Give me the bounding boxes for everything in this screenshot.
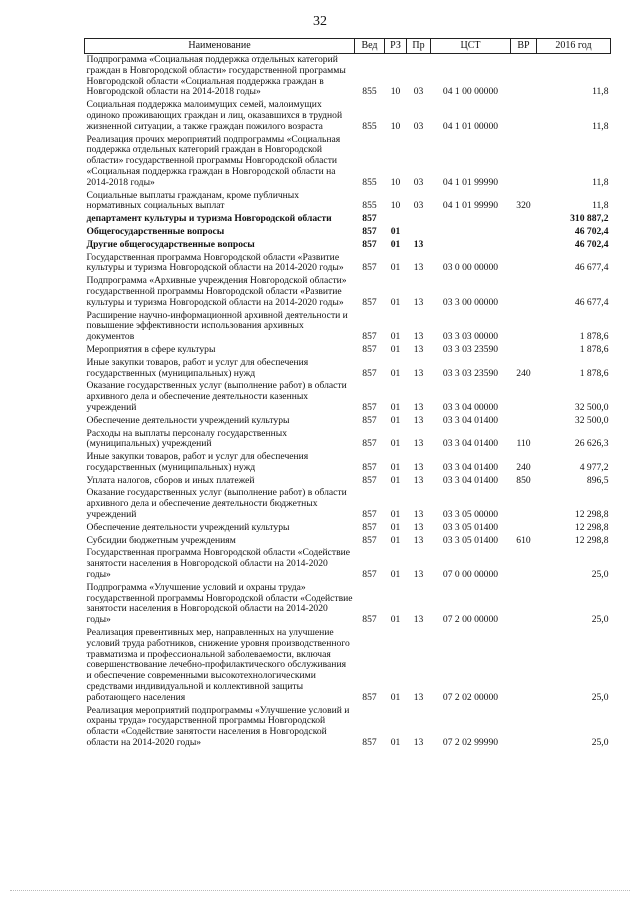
cell-pr: 13 xyxy=(413,343,424,355)
cell-pr: 13 xyxy=(413,521,424,533)
cell-name: Подпрограмма «Улучшение условий и охраны труда» государственной программы Новгородской области «Содействие занятости населения в Новгородской области на 2014-2020 годы» xyxy=(86,581,353,626)
cell-rz: 10 xyxy=(390,176,401,188)
cell-pr: 13 xyxy=(413,691,424,703)
cell-name: Общегосударственные вопросы xyxy=(86,225,225,237)
table-row xyxy=(85,522,611,535)
cell-vr xyxy=(511,134,537,190)
cell-ved: 857 xyxy=(362,509,377,521)
header-vr: ВР xyxy=(511,39,537,54)
cell-vr xyxy=(511,213,537,226)
cell-amount: 11,8 xyxy=(592,200,609,212)
table-row xyxy=(85,705,611,750)
cell-amount: 46 677,4 xyxy=(574,296,609,308)
cell-amount: 4 977,2 xyxy=(579,461,609,473)
cell-ved: 857 xyxy=(362,737,377,749)
cell-rz xyxy=(385,213,407,226)
cell-pr: 13 xyxy=(413,509,424,521)
cell-cst: 04 1 01 99990 xyxy=(442,200,499,212)
cell-vr xyxy=(511,344,537,357)
cell-vr xyxy=(511,522,537,535)
table-row xyxy=(85,275,611,309)
cell-amount: 26 626,3 xyxy=(574,438,609,450)
cell-vr xyxy=(511,99,537,133)
cell-cst: 03 3 04 01400 xyxy=(442,438,499,450)
cell-rz: 01 xyxy=(390,296,401,308)
cell-pr: 03 xyxy=(413,86,424,98)
cell-pr: 13 xyxy=(413,401,424,413)
cell-pr: 13 xyxy=(413,331,424,343)
cell-amount: 11,8 xyxy=(592,176,609,188)
cell-name: Государственная программа Новгородской области «Содействие занятости населения в Новгородской области на 2014-2020 годы» xyxy=(86,547,351,581)
cell-ved: 857 xyxy=(362,474,377,486)
cell-amount: 1 878,6 xyxy=(579,367,609,379)
cell-amount: 1 878,6 xyxy=(579,331,609,343)
cell-pr: 13 xyxy=(413,367,424,379)
cell-vr xyxy=(511,310,537,344)
cell-ved: 857 xyxy=(362,296,377,308)
cell-name: Социальная поддержка малоимущих семей, малоимущих одиноко проживающих граждан и лиц, оказавшихся в трудной жизненной ситуации, а также граждан пожилого возраста xyxy=(86,99,343,132)
cell-cst: 04 1 01 00000 xyxy=(442,120,499,132)
table-row xyxy=(85,357,611,381)
cell-rz: 01 xyxy=(390,225,401,237)
cell-ved: 857 xyxy=(362,213,377,225)
header-year: 2016 год xyxy=(537,39,611,54)
cell-vr xyxy=(511,582,537,627)
cell-pr: 13 xyxy=(413,262,424,274)
cell-cst: 03 3 03 00000 xyxy=(442,331,499,343)
cell-name: Расширение научно-информационной архивной деятельности и повышение эффективности использования архивных документов xyxy=(86,309,348,343)
cell-amount: 1 878,6 xyxy=(579,343,609,355)
cell-rz: 01 xyxy=(390,331,401,343)
cell-vr xyxy=(511,54,537,100)
cell-name: Расходы на выплаты персоналу государственных (муниципальных) учреждений xyxy=(86,427,288,450)
cell-cst: 03 3 05 01400 xyxy=(442,521,499,533)
cell-ved: 855 xyxy=(362,176,377,188)
cell-vr xyxy=(511,275,537,309)
cell-pr: 13 xyxy=(413,534,424,546)
budget-table xyxy=(84,38,611,750)
cell-amount: 25,0 xyxy=(591,569,609,581)
cell-amount: 11,8 xyxy=(592,86,609,98)
table-row xyxy=(85,213,611,226)
cell-name: Мероприятия в сфере культуры xyxy=(86,343,216,355)
page-number: 32 xyxy=(313,14,327,29)
cell-name: Подпрограмма «Архивные учреждения Новгородской области» государственной программы Новгородской области «Развитие культуры и туризма Новгородской области на 2014-2020 годы» xyxy=(86,275,347,308)
cell-rz: 10 xyxy=(390,86,401,98)
cell-pr: 13 xyxy=(413,238,424,250)
cell-cst: 03 3 04 01400 xyxy=(442,461,499,473)
cell-name: Реализация превентивных мер, направленных на улучшение условий труда работников, снижение уровня производственного травматизма и профессиональной заболеваемости, включая совершенствование лечебно-профилактического обслуживания и обеспечение современными высокотехнологическими средствами индивидуальной и коллективной защиты работающего населения xyxy=(86,627,350,703)
cell-vr xyxy=(511,547,537,581)
header-rz: РЗ xyxy=(385,39,407,54)
table-row xyxy=(85,252,611,276)
table-row xyxy=(85,239,611,252)
cell-name: Субсидии бюджетным учреждениям xyxy=(86,534,236,546)
cell-cst: 03 3 05 01400 xyxy=(442,534,499,546)
cell-rz: 01 xyxy=(390,691,401,703)
cell-pr: 13 xyxy=(413,296,424,308)
cell-ved: 857 xyxy=(362,331,377,343)
table-row xyxy=(85,535,611,548)
cell-ved: 857 xyxy=(362,262,377,274)
cell-cst: 07 2 00 00000 xyxy=(442,614,499,626)
cell-name: Уплата налогов, сборов и иных платежей xyxy=(86,474,255,486)
table-row xyxy=(85,99,611,133)
table-row xyxy=(85,547,611,581)
cell-vr xyxy=(511,226,537,239)
cell-amount: 46 702,4 xyxy=(574,238,609,250)
cell-pr: 13 xyxy=(413,438,424,450)
cell-cst: 03 3 04 00000 xyxy=(442,401,499,413)
cell-rz: 01 xyxy=(390,461,401,473)
cell-cst xyxy=(431,239,511,252)
cell-amount: 12 298,8 xyxy=(574,509,609,521)
cell-cst: 03 0 00 00000 xyxy=(442,262,499,274)
cell-name: Социальные выплаты гражданам, кроме публичных нормативных социальных выплат xyxy=(86,189,300,212)
cell-vr xyxy=(511,239,537,252)
cell-amount: 32 500,0 xyxy=(574,414,609,426)
cell-ved: 857 xyxy=(362,691,377,703)
cell-ved: 857 xyxy=(362,238,377,250)
cell-name: Подпрограмма «Социальная поддержка отдельных категорий граждан в Новгородской области» государственной программы Новгородской области «Социальная поддержка граждан в Новгородской области на 2014-2018 годы» xyxy=(86,54,346,98)
cell-name: Обеспечение деятельности учреждений культуры xyxy=(86,521,290,533)
cell-cst: 03 3 04 01400 xyxy=(442,474,499,486)
cell-rz: 01 xyxy=(390,414,401,426)
cell-pr xyxy=(407,226,431,239)
table-row xyxy=(85,428,611,452)
scan-noise-line xyxy=(10,888,630,891)
cell-ved: 857 xyxy=(362,343,377,355)
cell-ved: 857 xyxy=(362,614,377,626)
cell-amount: 46 702,4 xyxy=(574,225,609,237)
cell-rz: 01 xyxy=(390,262,401,274)
cell-rz: 01 xyxy=(390,534,401,546)
cell-pr: 03 xyxy=(413,200,424,212)
header-pr: Пр xyxy=(407,39,431,54)
cell-pr: 13 xyxy=(413,461,424,473)
cell-pr: 03 xyxy=(413,120,424,132)
cell-rz: 01 xyxy=(390,474,401,486)
cell-pr: 13 xyxy=(413,414,424,426)
cell-pr: 13 xyxy=(413,737,424,749)
table-row xyxy=(85,582,611,627)
cell-vr xyxy=(511,252,537,276)
cell-cst xyxy=(431,213,511,226)
cell-rz: 10 xyxy=(390,200,401,212)
cell-amount: 25,0 xyxy=(591,737,609,749)
header-cst: ЦСТ xyxy=(431,39,511,54)
table-row xyxy=(85,415,611,428)
cell-name: Обеспечение деятельности учреждений культуры xyxy=(86,414,290,426)
cell-amount: 32 500,0 xyxy=(574,401,609,413)
cell-amount: 25,0 xyxy=(591,691,609,703)
cell-cst: 07 2 02 99990 xyxy=(442,737,499,749)
cell-rz: 01 xyxy=(390,614,401,626)
table-row xyxy=(85,451,611,475)
cell-pr: 03 xyxy=(413,176,424,188)
cell-vr: 240 xyxy=(516,367,531,379)
cell-rz: 01 xyxy=(390,367,401,379)
header-name: Наименование xyxy=(85,39,355,54)
cell-pr: 13 xyxy=(413,569,424,581)
cell-name: Иные закупки товаров, работ и услуг для обеспечения государственных (муниципальных) нужд xyxy=(86,451,309,473)
table-row xyxy=(85,54,611,100)
cell-amount: 46 677,4 xyxy=(574,262,609,274)
table-row xyxy=(85,226,611,239)
header-ved: Вед xyxy=(355,39,385,54)
cell-rz: 01 xyxy=(390,438,401,450)
table-header-row xyxy=(85,39,611,54)
cell-vr xyxy=(511,380,537,414)
table-row xyxy=(85,627,611,705)
cell-ved: 857 xyxy=(362,367,377,379)
cell-pr xyxy=(407,213,431,226)
cell-pr: 13 xyxy=(413,474,424,486)
table-row xyxy=(85,380,611,414)
cell-pr: 13 xyxy=(413,614,424,626)
table-row xyxy=(85,310,611,344)
cell-cst: 03 3 03 23590 xyxy=(442,367,499,379)
cell-cst: 03 3 04 01400 xyxy=(442,414,499,426)
cell-amount: 11,8 xyxy=(592,120,609,132)
table-row xyxy=(85,134,611,190)
cell-vr xyxy=(511,415,537,428)
cell-vr: 110 xyxy=(516,438,531,450)
table-row xyxy=(85,344,611,357)
cell-amount: 896,5 xyxy=(586,474,609,486)
cell-cst xyxy=(431,226,511,239)
cell-vr xyxy=(511,487,537,521)
cell-cst: 07 0 00 00000 xyxy=(442,569,499,581)
cell-vr xyxy=(511,627,537,705)
cell-amount: 310 887,2 xyxy=(570,213,609,225)
cell-cst: 07 2 02 00000 xyxy=(442,691,499,703)
cell-amount: 12 298,8 xyxy=(574,534,609,546)
cell-ved: 857 xyxy=(362,534,377,546)
cell-ved: 855 xyxy=(362,120,377,132)
cell-ved: 857 xyxy=(362,461,377,473)
cell-name: Иные закупки товаров, работ и услуг для обеспечения государственных (муниципальных) нужд xyxy=(86,356,309,379)
cell-rz: 10 xyxy=(390,120,401,132)
cell-vr xyxy=(511,705,537,750)
cell-rz: 01 xyxy=(390,509,401,521)
cell-ved: 855 xyxy=(362,86,377,98)
cell-cst: 04 1 00 00000 xyxy=(442,86,499,98)
cell-rz: 01 xyxy=(390,343,401,355)
cell-name: Реализация мероприятий подпрограммы «Улучшение условий и охраны труда» государственной программы Новгородской области «Содействие занятости населения в Новгородской области на 2014-2020 годы» xyxy=(86,704,350,749)
cell-amount: 25,0 xyxy=(591,614,609,626)
cell-name: департамент культуры и туризма Новгородской области xyxy=(86,213,332,225)
cell-name: Оказание государственных услуг (выполнение работ) в области архивного дела и обеспечение деятельности казенных учреждений xyxy=(86,380,347,413)
cell-name: Реализация прочих мероприятий подпрограммы «Социальная поддержка отдельных категорий граждан в Новгородской области» государственной программы Новгородской области «Социальная поддержка граждан в Новгородской области на 2014-2018 годы» xyxy=(86,133,341,188)
cell-vr: 850 xyxy=(516,474,531,486)
cell-cst: 03 3 05 00000 xyxy=(442,509,499,521)
cell-vr: 240 xyxy=(516,461,531,473)
cell-ved: 857 xyxy=(362,401,377,413)
cell-name: Государственная программа Новгородской области «Развитие культуры и туризма Новгородской области на 2014-2020 годы» xyxy=(86,251,344,274)
cell-rz: 01 xyxy=(390,569,401,581)
cell-vr: 320 xyxy=(516,200,531,212)
cell-cst: 03 3 00 00000 xyxy=(442,296,499,308)
cell-rz: 01 xyxy=(390,238,401,250)
table-row xyxy=(85,190,611,214)
cell-rz: 01 xyxy=(390,737,401,749)
cell-cst: 04 1 01 99990 xyxy=(442,176,499,188)
cell-cst: 03 3 03 23590 xyxy=(442,343,499,355)
cell-ved: 857 xyxy=(362,225,377,237)
cell-name: Оказание государственных услуг (выполнение работ) в области архивного дела и обеспечение деятельности бюджетных учреждений xyxy=(86,487,347,521)
cell-ved: 857 xyxy=(362,414,377,426)
table-body xyxy=(85,54,611,750)
cell-ved: 857 xyxy=(362,569,377,581)
cell-amount: 12 298,8 xyxy=(574,521,609,533)
table-row xyxy=(85,475,611,488)
cell-vr: 610 xyxy=(516,534,531,546)
cell-ved: 857 xyxy=(362,521,377,533)
cell-ved: 857 xyxy=(362,438,377,450)
cell-name: Другие общегосударственные вопросы xyxy=(86,238,255,250)
cell-rz: 01 xyxy=(390,401,401,413)
cell-ved: 855 xyxy=(362,200,377,212)
cell-rz: 01 xyxy=(390,521,401,533)
table-row xyxy=(85,487,611,521)
